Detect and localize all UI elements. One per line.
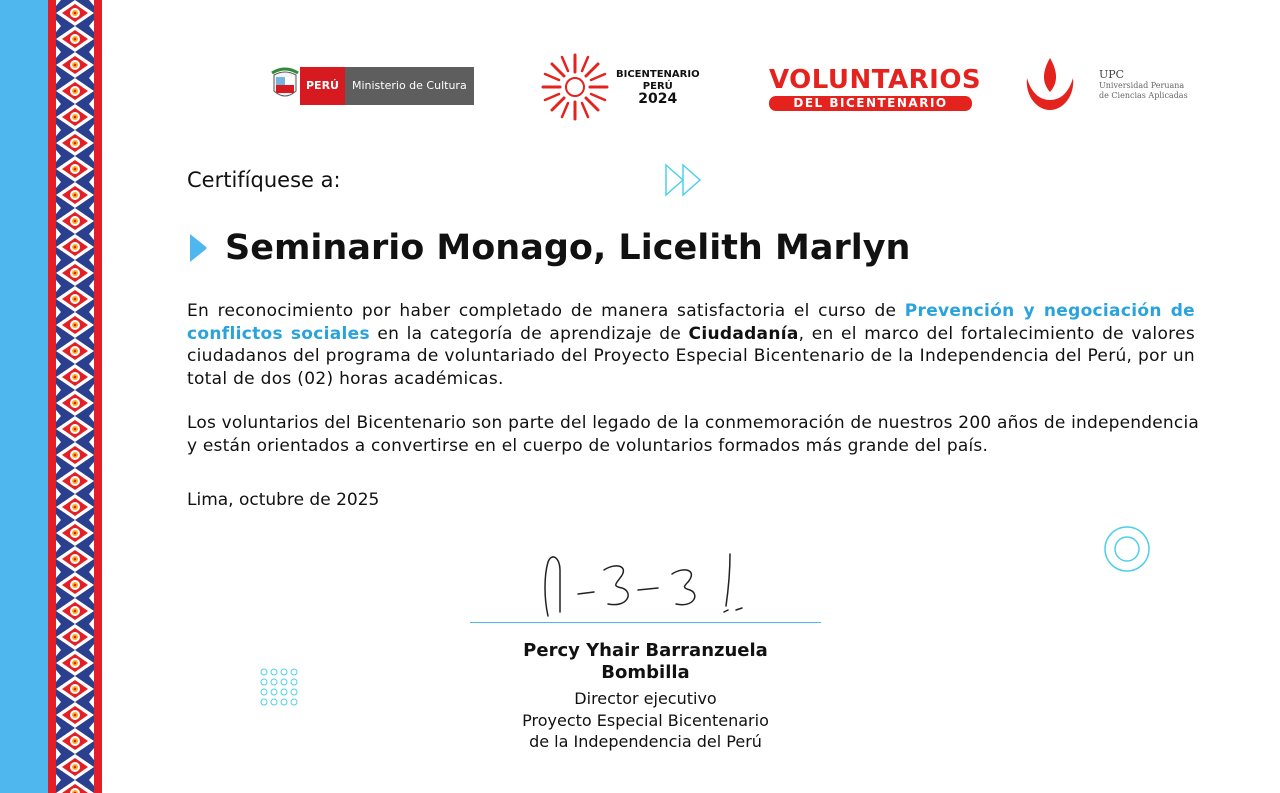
signature-line bbox=[470, 622, 821, 623]
upc-name-line1: Universidad Peruana bbox=[1099, 80, 1185, 90]
bicentenario-logo bbox=[540, 52, 700, 122]
issue-date: Lima, octubre de 2025 bbox=[187, 490, 380, 510]
recipient-row bbox=[187, 228, 910, 268]
bicentenario-year: 2024 bbox=[638, 91, 678, 107]
bicentenario-line2: PERÚ bbox=[642, 81, 673, 92]
recognition-text-b: en la categoría de aprendizaje de bbox=[369, 323, 689, 344]
legacy-paragraph: Los voluntarios del Bicentenario son parte del legado de la conmemoración de nuestros 200 años de independencia y están orientados a convertirse en el cuerpo de voluntarios formados más grande del país. bbox=[187, 413, 1199, 456]
ministry-name: Ministerio de Cultura bbox=[345, 67, 474, 105]
signer-title: Director ejecutivo bbox=[574, 689, 717, 708]
recipient-name: Seminario Monago, Licelith Marlyn bbox=[225, 228, 911, 268]
signer-name-line1: Percy Yhair Barranzuela bbox=[523, 640, 768, 661]
voluntarios-subtitle: DEL BICENTENARIO bbox=[769, 96, 972, 111]
ministerio-cultura-logo bbox=[270, 67, 474, 105]
signer-org-line1: Proyecto Especial Bicentenario bbox=[522, 710, 769, 730]
category-name: Ciudadanía bbox=[688, 323, 799, 344]
bicentenario-sunburst-icon bbox=[540, 52, 610, 122]
peru-coat-of-arms-icon bbox=[270, 67, 300, 105]
signer-org-line2: de la Independencia del Perú bbox=[529, 732, 762, 751]
signature-block bbox=[470, 640, 821, 753]
voluntarios-logo bbox=[769, 65, 982, 111]
certify-intro: Certifíquese a: bbox=[187, 168, 341, 192]
recognition-paragraph bbox=[187, 300, 1195, 390]
upc-name-line2: de Ciencias Aplicadas bbox=[1099, 90, 1188, 100]
voluntarios-title: VOLUNTARIOS bbox=[769, 65, 982, 95]
upc-acronym: UPC bbox=[1099, 67, 1125, 81]
fast-forward-decoration-icon bbox=[664, 163, 704, 197]
recognition-text-a: En reconocimiento por haber completado de manera satisfactoria el curso de bbox=[187, 301, 905, 321]
handwritten-signature bbox=[538, 548, 758, 620]
recognition-text-c: , en el marco del fortalecimiento de valores ciudadanos del programa de voluntariado del Proyecto Especial Bicentenario de la Independencia del Perú, por un total de dos (02) horas académicas. bbox=[187, 323, 1195, 389]
circle-decoration-icon bbox=[1102, 524, 1152, 574]
dot-grid-decoration-icon bbox=[258, 666, 302, 708]
bicentenario-line1: BICENTENARIO bbox=[616, 69, 700, 80]
signer-name-line2: Bombilla bbox=[601, 662, 690, 683]
recipient-arrow-icon bbox=[187, 230, 211, 266]
course-name: Prevención y negociación de conflictos sociales bbox=[187, 301, 1195, 344]
upc-flame-icon bbox=[1023, 56, 1077, 112]
header-logos bbox=[0, 50, 1280, 130]
peru-badge: PERÚ bbox=[300, 67, 345, 105]
upc-logo bbox=[1023, 56, 1188, 112]
